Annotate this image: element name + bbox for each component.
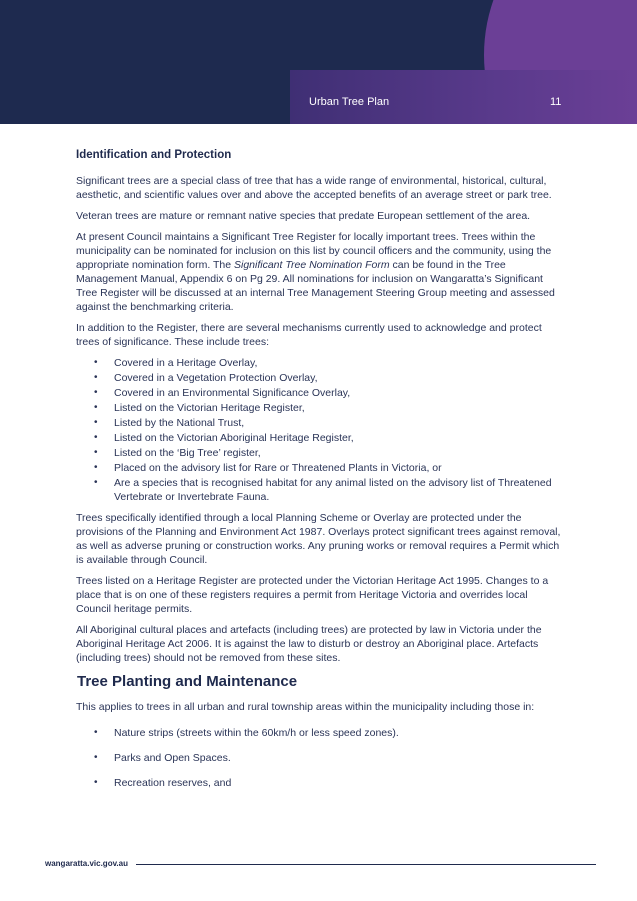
- footer-divider: [136, 864, 596, 865]
- list-item: • Covered in a Vegetation Protection Overlay,: [76, 371, 564, 385]
- list-item: • Parks and Open Spaces.: [76, 751, 564, 765]
- list-item: • Listed on the Victorian Heritage Register,: [76, 401, 564, 415]
- paragraph: All Aboriginal cultural places and artefacts (including trees) are protected by law in Victoria under the Aboriginal Heritage Act 2006. It is against the law to disturb or destroy an Aboriginal place. Artefacts (including trees) should not be removed from these sites.: [76, 624, 542, 664]
- text-run: At present Council maintains a Significant Tree Register for locally important trees. Trees within the municipality can be nominated for inclusion on this list by council officers and the community, using the appropriate nomination form. The: [76, 231, 552, 271]
- text-run: can be found in the Tree Management Manual, Appendix 6 on Pg 29. All nominations for inclusion on Wangaratta’s Significant Tree Register will be discussed at an internal Tree Management Steering Group meeting and assessed against the benchmarking criteria.: [76, 259, 555, 313]
- paragraph: Trees listed on a Heritage Register are protected under the Victorian Heritage Act 1995. Changes to a place that is on one of these registers requires a permit from Heritage Victoria and overrides local Council heritage permits.: [76, 575, 549, 615]
- list-item: • Covered in a Heritage Overlay,: [76, 356, 564, 370]
- list-item: • Listed on the ‘Big Tree’ register,: [76, 446, 564, 460]
- planting-areas-list: [76, 726, 564, 790]
- list-item: • Listed by the National Trust,: [76, 416, 564, 430]
- paragraph: Significant trees are a special class of tree that has a wide range of environmental, historical, cultural, aesthetic, and scientific values over and above the accepted benefits of an average street or park tree.: [76, 175, 552, 201]
- list-item: • Recreation reserves, and: [76, 776, 564, 790]
- page-content: [76, 148, 564, 801]
- document-title: Urban Tree Plan: [309, 96, 390, 108]
- section-heading-planting: Tree Planting and Maintenance: [77, 673, 298, 690]
- list-item: • Placed on the advisory list for Rare or Threatened Plants in Victoria, or: [76, 461, 564, 475]
- paragraph: [76, 230, 564, 314]
- emphasis-form-name: Significant Tree Nomination Form: [233, 259, 390, 271]
- protection-list: [76, 356, 564, 504]
- list-item: • Listed on the Victorian Aboriginal Heritage Register,: [76, 431, 564, 445]
- paragraph: Veteran trees are mature or remnant native species that predate European settlement of the area.: [76, 210, 531, 222]
- paragraph: Trees specifically identified through a local Planning Scheme or Overlay are protected under the provisions of the Planning and Environment Act 1987. Overlays protect significant trees against removal, as well as adverse pruning or construction works. Any pruning works or removal requires a Permit which is available through Council.: [76, 512, 561, 566]
- footer-url: wangaratta.vic.gov.au: [45, 859, 128, 868]
- paragraph: In addition to the Register, there are several mechanisms currently used to acknowledge and protect trees of significance. These include trees:: [76, 322, 542, 348]
- section-heading-identification: Identification and Protection: [76, 149, 232, 161]
- paragraph: This applies to trees in all urban and rural township areas within the municipality including those in:: [76, 701, 535, 713]
- page-number: 11: [550, 96, 562, 108]
- list-item: • Nature strips (streets within the 60km/h or less speed zones).: [76, 726, 564, 740]
- list-item: • Covered in an Environmental Significance Overlay,: [76, 386, 564, 400]
- list-item: • Are a species that is recognised habitat for any animal listed on the advisory list of Threatened Vertebrate or Invertebrate Fauna.: [76, 476, 564, 504]
